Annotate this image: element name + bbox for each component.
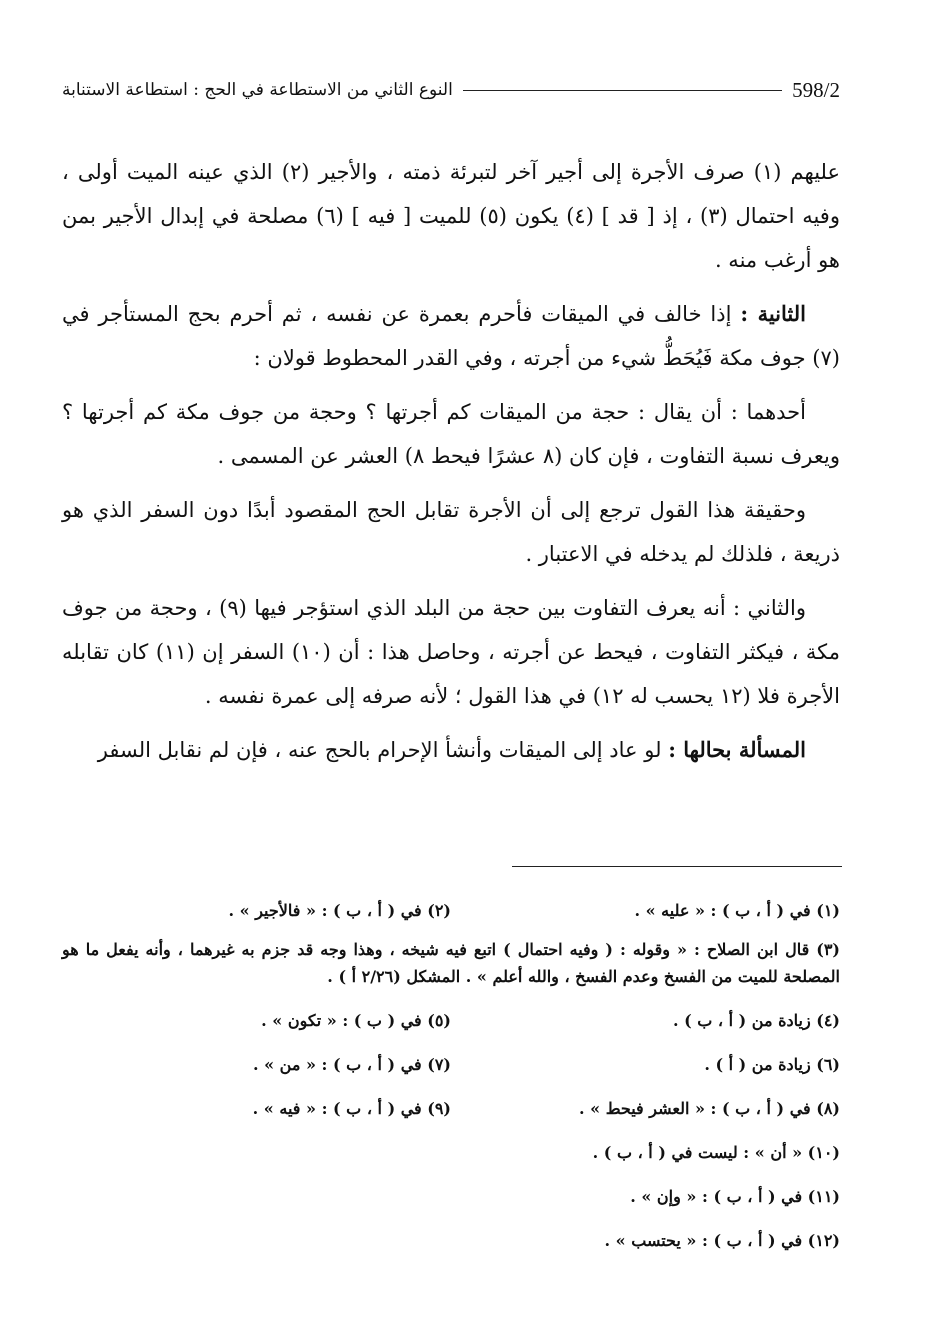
footnote-12: (١٢) في ( أ ، ب ) : « يحتسب » . — [604, 1230, 840, 1250]
paragraph — [62, 488, 840, 576]
main-text — [62, 150, 840, 782]
footnote-row — [62, 1174, 840, 1218]
page-number: 598/2 — [792, 77, 840, 102]
footnote-2: (٢) في ( أ ، ب ) : « فالأجير » . — [228, 900, 451, 920]
paragraph — [62, 390, 840, 478]
footnote-row — [62, 998, 840, 1042]
page-header — [62, 72, 840, 108]
footnote-1: (١) في ( أ ، ب ) : « عليه » . — [634, 900, 840, 920]
paragraph — [62, 586, 840, 718]
paragraph-text: إذا خالف في الميقات فأحرم بعمرة عن نفسه ، ثم أحرم بحج المستأجر في (٧) جوف مكة فَيُحَطُّ شيء من أجرته ، وفي القدر المحطوط قولان : — [62, 302, 840, 370]
footnote-4: (٤) زيادة من ( أ ، ب ) . — [673, 1010, 840, 1030]
paragraph — [62, 728, 840, 772]
paragraph-lead: المسألة بحالها : — [668, 737, 806, 762]
paragraph-text: أحدهما : أن يقال : حجة من الميقات كم أجرتها ؟ وحجة من جوف مكة كم أجرتها ؟ ويعرف نسبة التفاوت ، فإن كان (٨ عشرًا فيحط ٨) العشر عن المسمى . — [62, 400, 840, 468]
footnote-6: (٦) زيادة من ( أ ) . — [704, 1054, 840, 1074]
paragraph — [62, 150, 840, 282]
footnote-row — [62, 1086, 840, 1130]
footnotes — [62, 888, 840, 1262]
footnote-9: (٩) في ( أ ، ب ) : « فيه » . — [252, 1098, 451, 1118]
paragraph-text: لو عاد إلى الميقات وأنشأ الإحرام بالحج عنه ، فإن لم نقابل السفر — [97, 738, 669, 762]
paragraph-text: وحقيقة هذا القول ترجع إلى أن الأجرة تقابل الحج المقصود أبدًا دون السفر الذي هو ذريعة ، فلذلك لم يدخله في الاعتبار . — [62, 498, 840, 566]
footnote-10: (١٠) « أن » : ليست في ( أ ، ب ) . — [592, 1142, 840, 1162]
footnote-row — [62, 888, 840, 932]
footnote-row — [62, 1130, 840, 1174]
header-rule — [463, 90, 782, 91]
footnote-row — [62, 1218, 840, 1262]
footnote-row — [62, 1042, 840, 1086]
footnote-3: (٣) قال ابن الصلاح : « وقوله : ( وفيه احتمال ) اتبع فيه شيخه ، وهذا وجه قد جزم به غيرهما ، وأنه يفعل ما هو المصلحة للميت من الفسخ وعدم الفسخ ، والله أعلم » . المشكل (٢/٢٦ أ ) . — [62, 940, 840, 986]
paragraph-text: عليهم (١) صرف الأجرة إلى أجير آخر لتبرئة ذمته ، والأجير (٢) الذي عينه الميت أولى ، وفيه احتمال (٣) ، إذ [ قد ] (٤) يكون (٥) للميت [ فيه ] (٦) مصلحة في إبدال الأجير بمن هو أرغب منه . — [62, 160, 841, 272]
footnote-11: (١١) في ( أ ، ب ) : « وإن » . — [630, 1186, 840, 1206]
paragraph-lead: الثانية : — [740, 301, 806, 326]
paragraph — [62, 292, 840, 380]
running-title: النوع الثاني من الاستطاعة في الحج : استطاعة الاستنابة — [62, 80, 453, 100]
paragraph-text: والثاني : أنه يعرف التفاوت بين حجة من البلد الذي استؤجر فيها (٩) ، وحجة من جوف مكة ، فيكثر التفاوت ، فيحط عن أجرته ، وحاصل هذا : أن (١٠) السفر إن (١١) كان تقابله الأجرة فلا (١٢ يحسب له ١٢) في هذا القول ؛ لأنه صرفه إلى عمرة نفسه . — [62, 596, 840, 708]
footnote-8: (٨) في ( أ ، ب ) : « العشر فيحط » . — [579, 1098, 840, 1118]
footnote-7: (٧) في ( أ ، ب ) : « من » . — [252, 1054, 451, 1074]
footnote-separator — [512, 866, 842, 867]
footnote-5: (٥) في ( ب ) : « تكون » . — [261, 1010, 451, 1030]
